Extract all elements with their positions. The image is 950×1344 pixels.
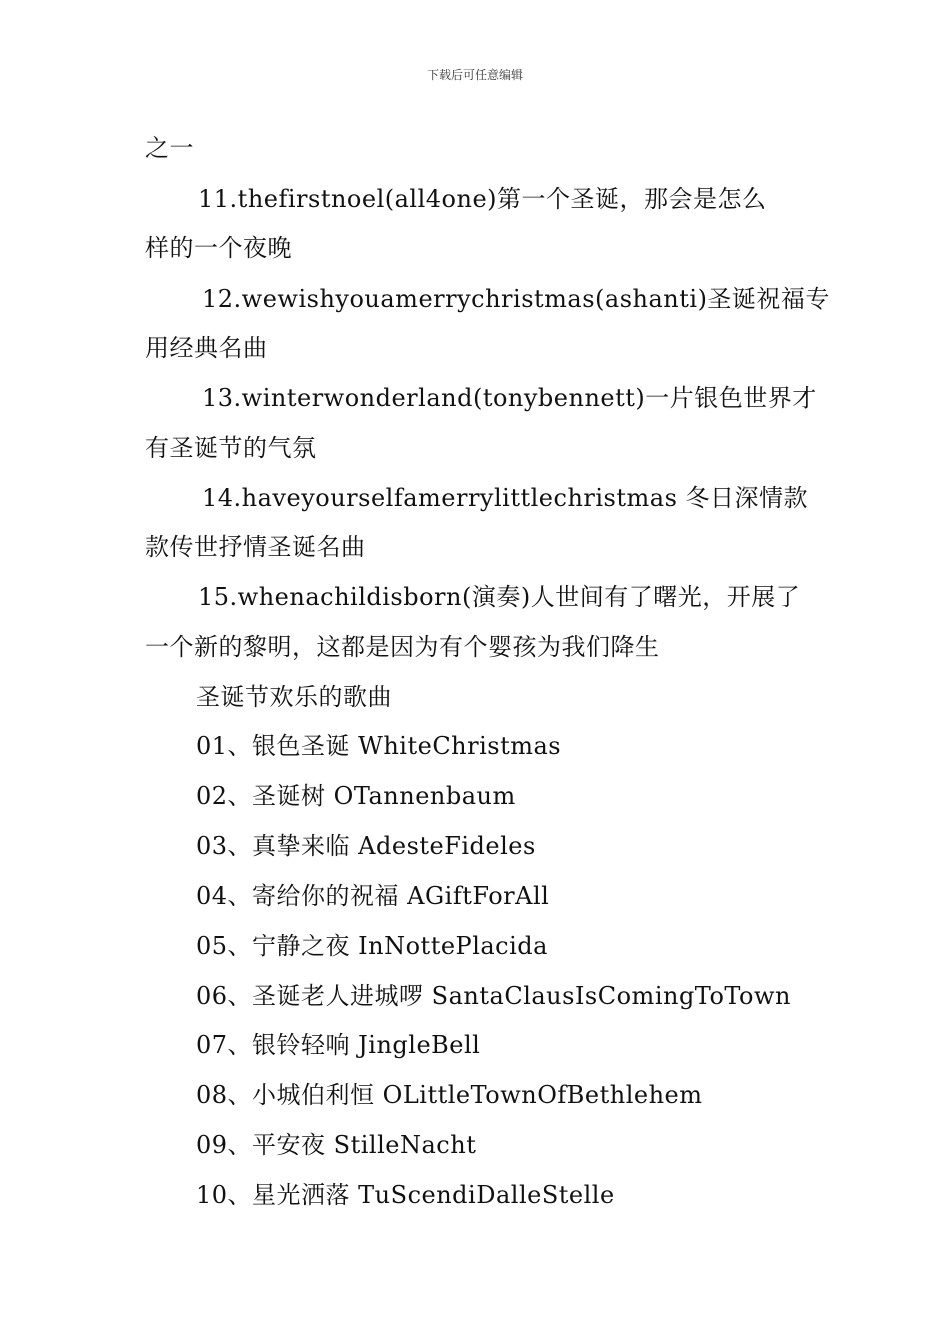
text-line: 13.winterwonderland(tonybennett)一片银色世界才 xyxy=(202,384,817,412)
song-item: 09、平安夜 StilleNacht xyxy=(196,1131,477,1159)
text-line: 11.thefirstnoel(all4one)第一个圣诞，那会是怎么 xyxy=(198,185,767,213)
text-line: 用经典名曲 xyxy=(145,334,268,362)
text-line: 一个新的黎明，这都是因为有个婴孩为我们降生 xyxy=(145,633,660,661)
page-header: 下载后可任意编辑 xyxy=(426,68,523,82)
text-line: 样的一个夜晚 xyxy=(145,234,292,262)
text-line: 14.haveyourselfamerrylittlechristmas 冬日深情款 xyxy=(202,484,809,512)
text-line: 有圣诞节的气氛 xyxy=(145,434,317,462)
text-line: 之一 xyxy=(145,134,194,162)
song-item: 03、真挚来临 AdesteFideles xyxy=(196,832,536,860)
song-item: 07、银铃轻响 JingleBell xyxy=(196,1031,481,1059)
section-heading: 圣诞节欢乐的歌曲 xyxy=(196,683,392,711)
song-item: 02、圣诞树 OTannenbaum xyxy=(196,782,516,810)
song-item: 10、星光洒落 TuScendiDalleStelle xyxy=(196,1181,615,1209)
song-item: 01、银色圣诞 WhiteChristmas xyxy=(196,732,562,760)
song-item: 05、宁静之夜 InNottePlacida xyxy=(196,932,548,960)
song-item: 08、小城伯利恒 OLittleTownOfBethlehem xyxy=(196,1081,703,1109)
text-line: 12.wewishyouamerrychristmas(ashanti)圣诞祝福专 xyxy=(202,285,830,313)
text-line: 15.whenachildisborn(演奏)人世间有了曙光，开展了 xyxy=(198,583,801,611)
song-item: 06、圣诞老人进城啰 SantaClausIsComingToTown xyxy=(196,982,791,1010)
text-line: 款传世抒情圣诞名曲 xyxy=(145,533,366,561)
song-item: 04、寄给你的祝福 AGiftForAll xyxy=(196,882,550,910)
